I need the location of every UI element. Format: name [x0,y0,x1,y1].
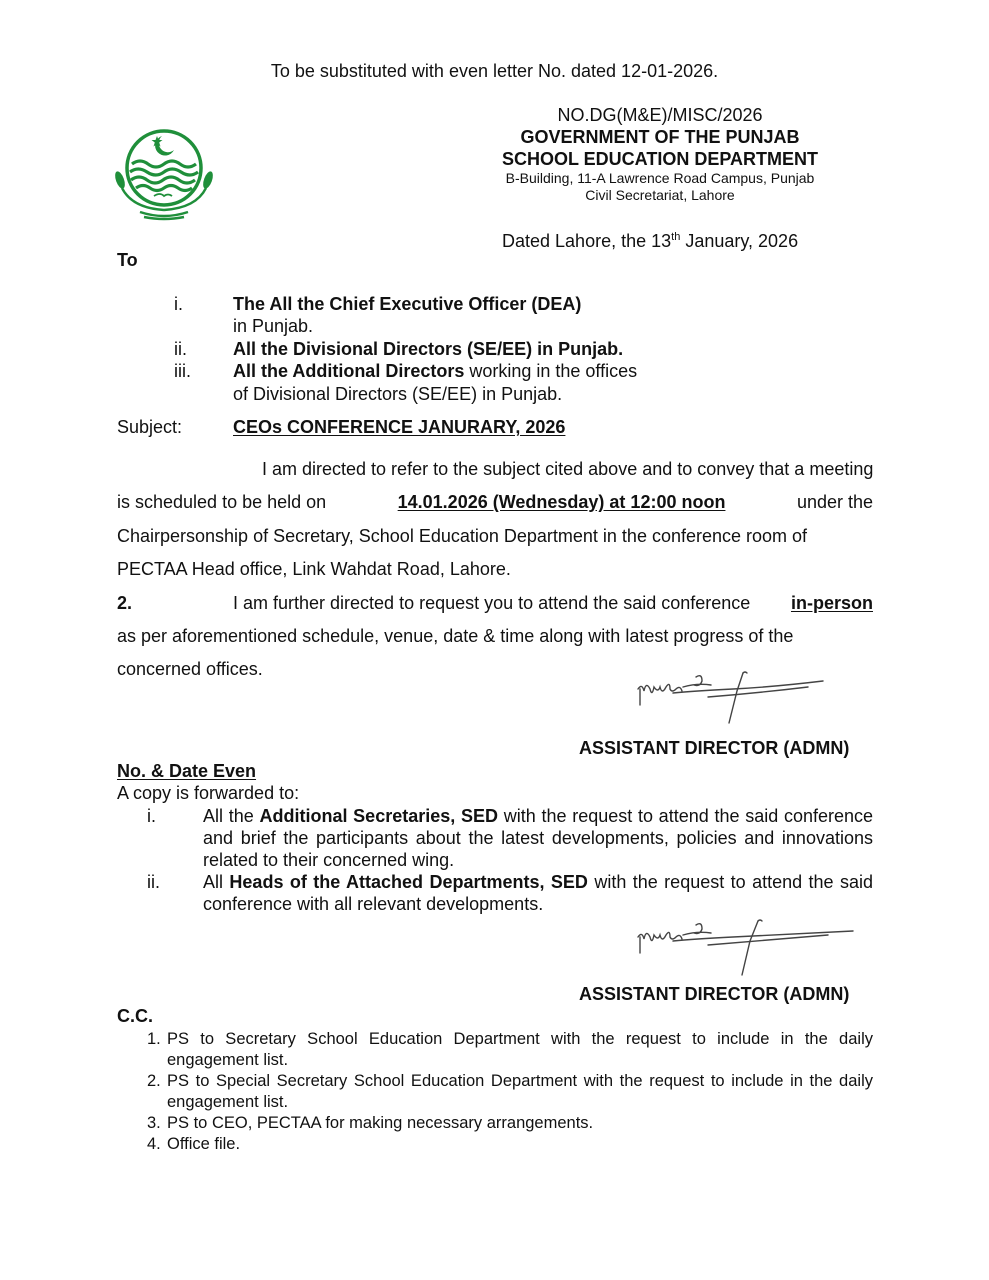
recipient-1: The All the Chief Executive Officer (DEA) [233,294,582,314]
subject-label: Subject: [117,417,183,437]
para1-line3: Chairpersonship of Secretary, School Education Department in the conference room of [117,526,808,546]
cc-item-1-number: 1. [147,1030,161,1048]
substitution-note: To be substituted with even letter No. dated 12-01-2026. [270,61,719,81]
para2-number: 2. [117,593,133,613]
meeting-datetime: 14.01.2026 (Wednesday) at 12:00 noon [397,492,726,512]
recipient-1-line2: in Punjab. [233,316,314,336]
forward-item-1: All the Additional Secretaries, SED with the request to attend the said conference and brief the participants about the latest developments, policies and innovations related to their concerned wing. [203,806,873,870]
para1-line4: PECTAA Head office, Link Wahdat Road, Lahore. [117,559,511,579]
recipient-3: All the Additional Directors working in the offices [233,361,638,381]
para1-line2: is scheduled to be held on 14.01.2026 (Wednesday) at 12:00 noon under the [117,492,873,512]
in-person-emphasis: in-person [790,593,873,613]
address-line-2: Civil Secretariat, Lahore [585,187,735,203]
cc-item-3: PS to CEO, PECTAA for making necessary arrangements. [167,1114,594,1132]
cc-item-4: Office file. [167,1135,241,1153]
recipient-3-number: iii. [174,361,191,381]
dated-line: Dated Lahore, the 13th January, 2026 [502,231,799,251]
recipient-1-number: i. [174,294,183,314]
cc-item-1: PS to Secretary School Education Department with the request to include in the daily engagement list. [167,1030,873,1069]
signatory-1-title: ASSISTANT DIRECTOR (ADMN) [579,738,850,758]
signature-1 [628,665,838,730]
government-name: GOVERNMENT OF THE PUNJAB [520,127,800,147]
letter-number: NO.DG(M&E)/MISC/2026 [557,105,763,125]
para1-line1: I am directed to refer to the subject cited above and to convey that a meeting [262,459,874,479]
para2-line2: as per aforementioned schedule, venue, date & time along with latest progress of the [117,626,794,646]
cc-item-3-number: 3. [147,1114,161,1132]
department-name: SCHOOL EDUCATION DEPARTMENT [501,149,818,169]
forward-item-2: All Heads of the Attached Departments, SED with the request to attend the said conference with all relevant developments. [203,872,873,914]
punjab-emblem-icon [110,122,218,222]
cc-item-2-number: 2. [147,1072,161,1090]
para2-line3: concerned offices. [117,659,263,679]
cc-item-4-number: 4. [147,1135,161,1153]
address-line-1: B-Building, 11-A Lawrence Road Campus, Punjab [505,170,815,186]
forward-intro: A copy is forwarded to: [117,783,300,803]
recipient-3-line2: of Divisional Directors (SE/EE) in Punjab. [233,384,563,404]
subject-text: CEOs CONFERENCE JANURARY, 2026 [233,417,566,437]
forward-item-1-number: i. [147,806,156,826]
forward-heading: No. & Date Even [117,761,257,781]
recipient-2-number: ii. [174,339,187,359]
to-label: To [117,250,138,270]
signatory-2-title: ASSISTANT DIRECTOR (ADMN) [579,984,850,1004]
cc-label: C.C. [117,1006,153,1026]
recipient-2: All the Divisional Directors (SE/EE) in Punjab. [233,339,624,359]
signature-2 [628,915,858,980]
letterhead [470,104,850,204]
cc-item-2: PS to Special Secretary School Education Department with the request to include in the daily engagement list. [167,1072,873,1111]
forward-item-2-number: ii. [147,872,160,892]
para2-line1: I am further directed to request you to attend the said conference in-person [233,593,873,613]
